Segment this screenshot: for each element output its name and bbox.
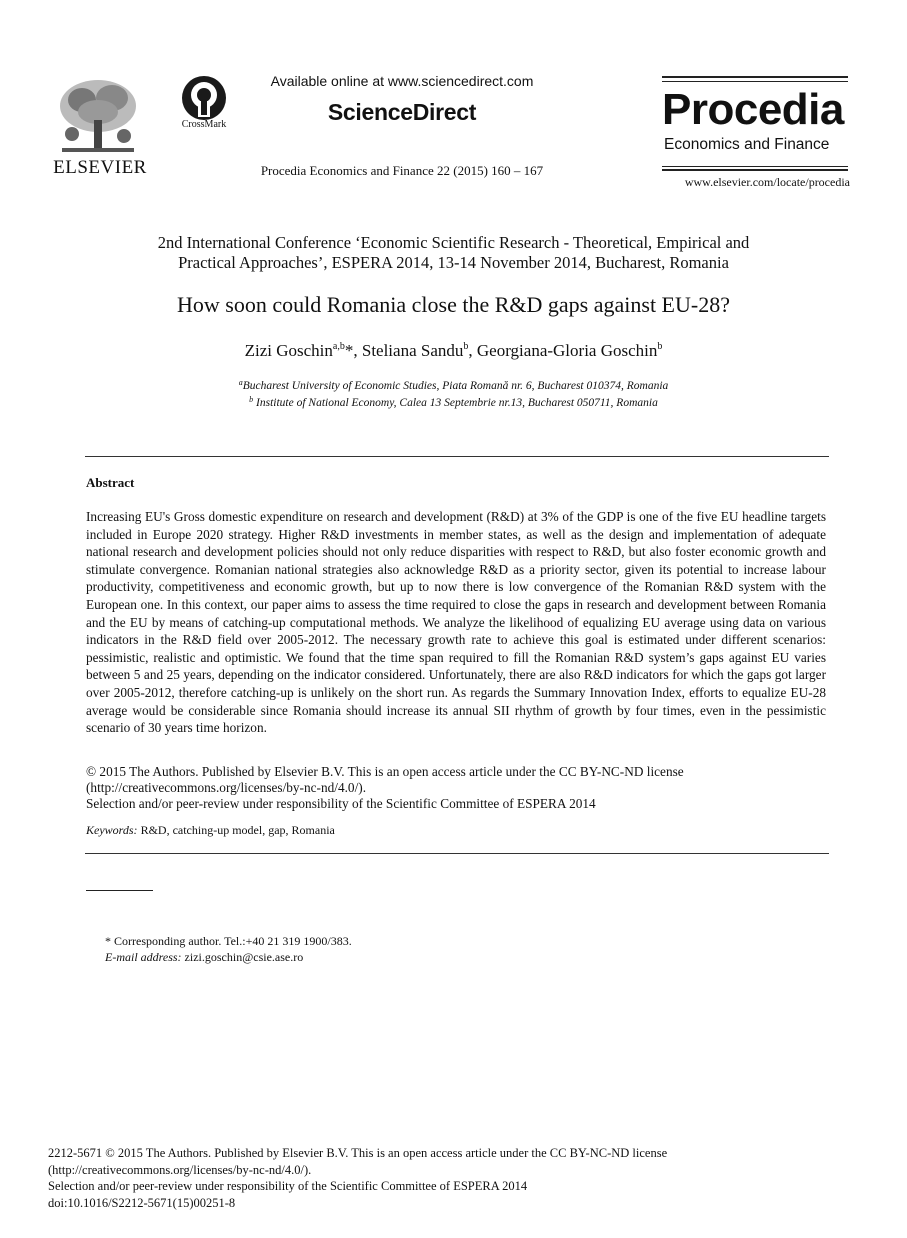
available-online-text: Available online at www.sciencedirect.com	[270, 73, 534, 89]
license-statement	[86, 764, 826, 812]
crossmark-label: CrossMark	[181, 119, 227, 130]
procedia-rule	[662, 169, 848, 171]
elsevier-tree-logo-icon	[52, 76, 144, 160]
license-link[interactable]: (http://creativecommons.org/licenses/by-nc-nd/4.0/).	[86, 780, 367, 795]
affiliation	[40, 378, 867, 392]
affiliation-text: Bucharest University of Economic Studies, Piata Romană nr. 6, Bucharest 010374, Romania	[242, 380, 669, 392]
email-label: E-mail address:	[105, 950, 182, 964]
section-divider	[85, 456, 829, 457]
abstract-body: Increasing EU's Gross domestic expenditure on research and development (R&D) at 3% of the GDP is one of the five EU headline targets included in Europe 2020 strategy. Higher R&D investments in member states, as well as the design and implementation of adequate national research and development policies should not only reduce disparities with respect to R&D, but also foster economic growth and stimulate convergence. Romanian national strategies also acknowledge R&D as a priority sector, given its potential to increase labour productivity, competitiveness and economic growth, but up to now there is low convergence of the Romanian R&D system with the European one. In this context, our paper aims to assess the time required to close the gaps in research and development between Romania and the EU by means of catching-up computational methods. We analyze the likelihood of equalizing EU average using data on various indicators in the R&D field over 2005-2012. The necessary growth rate to achieve this goal is estimated under different scenarios: pessimistic, realistic and optimistic. We found that the time span required to fill the Romanian R&D system’s gaps against EU varies between 5 and 25 years, depending on the indicator considered. Unfortunately, there are also R&D indicators for which the gaps got larger over 2005-2012, therefore catching-up is unlikely on the short run. As regards the Summary Innovation Index, efforts to equalize EU-28 average would be considerable since Romania should increase its annual SII rhythm of growth by four times, even in the pessimistic scenario of 30 years time horizon.	[86, 509, 826, 736]
author-name: Zizi Goschin	[244, 341, 333, 360]
procedia-rule	[662, 81, 848, 82]
author-separator: ,	[468, 341, 477, 360]
procedia-rule	[662, 166, 848, 167]
conference-line: 2nd International Conference ‘Economic Scientific Research - Theoretical, Empirical and	[157, 233, 750, 252]
abstract-heading: Abstract	[86, 475, 135, 490]
author-separator: *,	[344, 341, 362, 360]
footnote-rule	[86, 890, 153, 891]
copyright-footer	[48, 1145, 768, 1211]
author-affil-mark: b	[463, 341, 469, 352]
affiliation-text: Institute of National Economy, Calea 13 Septembrie nr.13, Bucharest 050711, Romania	[253, 397, 658, 409]
journal-url-link[interactable]: www.elsevier.com/locate/procedia	[684, 175, 850, 189]
author-list	[40, 341, 867, 361]
corresponding-author-note: * Corresponding author. Tel.:+40 21 319 1900/383.	[105, 934, 352, 948]
affiliation	[40, 395, 867, 409]
conference-line: Practical Approaches’, ESPERA 2014, 13-14 November 2014, Bucharest, Romania	[178, 253, 729, 272]
procedia-subtitle: Economics and Finance	[664, 136, 830, 153]
paper-title: How soon could Romania close the R&D gaps against EU-28?	[177, 292, 730, 317]
sciencedirect-logo: ScienceDirect	[327, 99, 477, 125]
keywords-label: Keywords:	[86, 823, 138, 837]
keywords	[86, 823, 335, 838]
publisher-name: ELSEVIER	[53, 157, 147, 178]
email-address-link[interactable]: zizi.goschin@csie.ase.ro	[181, 950, 304, 964]
author-affil-mark: b	[657, 341, 663, 352]
affiliation-mark: a	[238, 378, 243, 387]
procedia-logo: Procedia	[662, 85, 844, 134]
peer-review-text: Selection and/or peer-review under responsibility of the Scientific Committee of ESPERA 2014	[86, 796, 596, 811]
procedia-rule	[662, 76, 848, 78]
issn-copyright: 2212-5671 © 2015 The Authors. Published by Elsevier B.V. This is an open access article under the CC BY-NC-ND license	[48, 1146, 668, 1160]
author-name: Steliana Sandu	[361, 341, 464, 360]
doi-text: doi:10.1016/S2212-5671(15)00251-8	[48, 1195, 236, 1210]
author-affil-mark: a,b	[332, 341, 345, 352]
conference-name	[70, 233, 837, 273]
affiliation-mark: b	[249, 395, 254, 404]
email-note	[105, 950, 303, 965]
license-text: © 2015 The Authors. Published by Elsevier B.V. This is an open access article under the CC BY-NC-ND license	[86, 764, 684, 779]
crossmark-icon[interactable]	[181, 75, 227, 121]
footer-license-link[interactable]: (http://creativecommons.org/licenses/by-nc-nd/4.0/).	[48, 1162, 312, 1177]
keywords-text: R&D, catching-up model, gap, Romania	[137, 823, 335, 837]
journal-citation: Procedia Economics and Finance 22 (2015) 160 – 167	[260, 163, 544, 178]
section-divider	[85, 853, 829, 854]
author-name: Georgiana-Gloria Goschin	[476, 341, 658, 360]
footer-peer-review: Selection and/or peer-review under responsibility of the Scientific Committee of ESPERA 2014	[48, 1179, 528, 1193]
